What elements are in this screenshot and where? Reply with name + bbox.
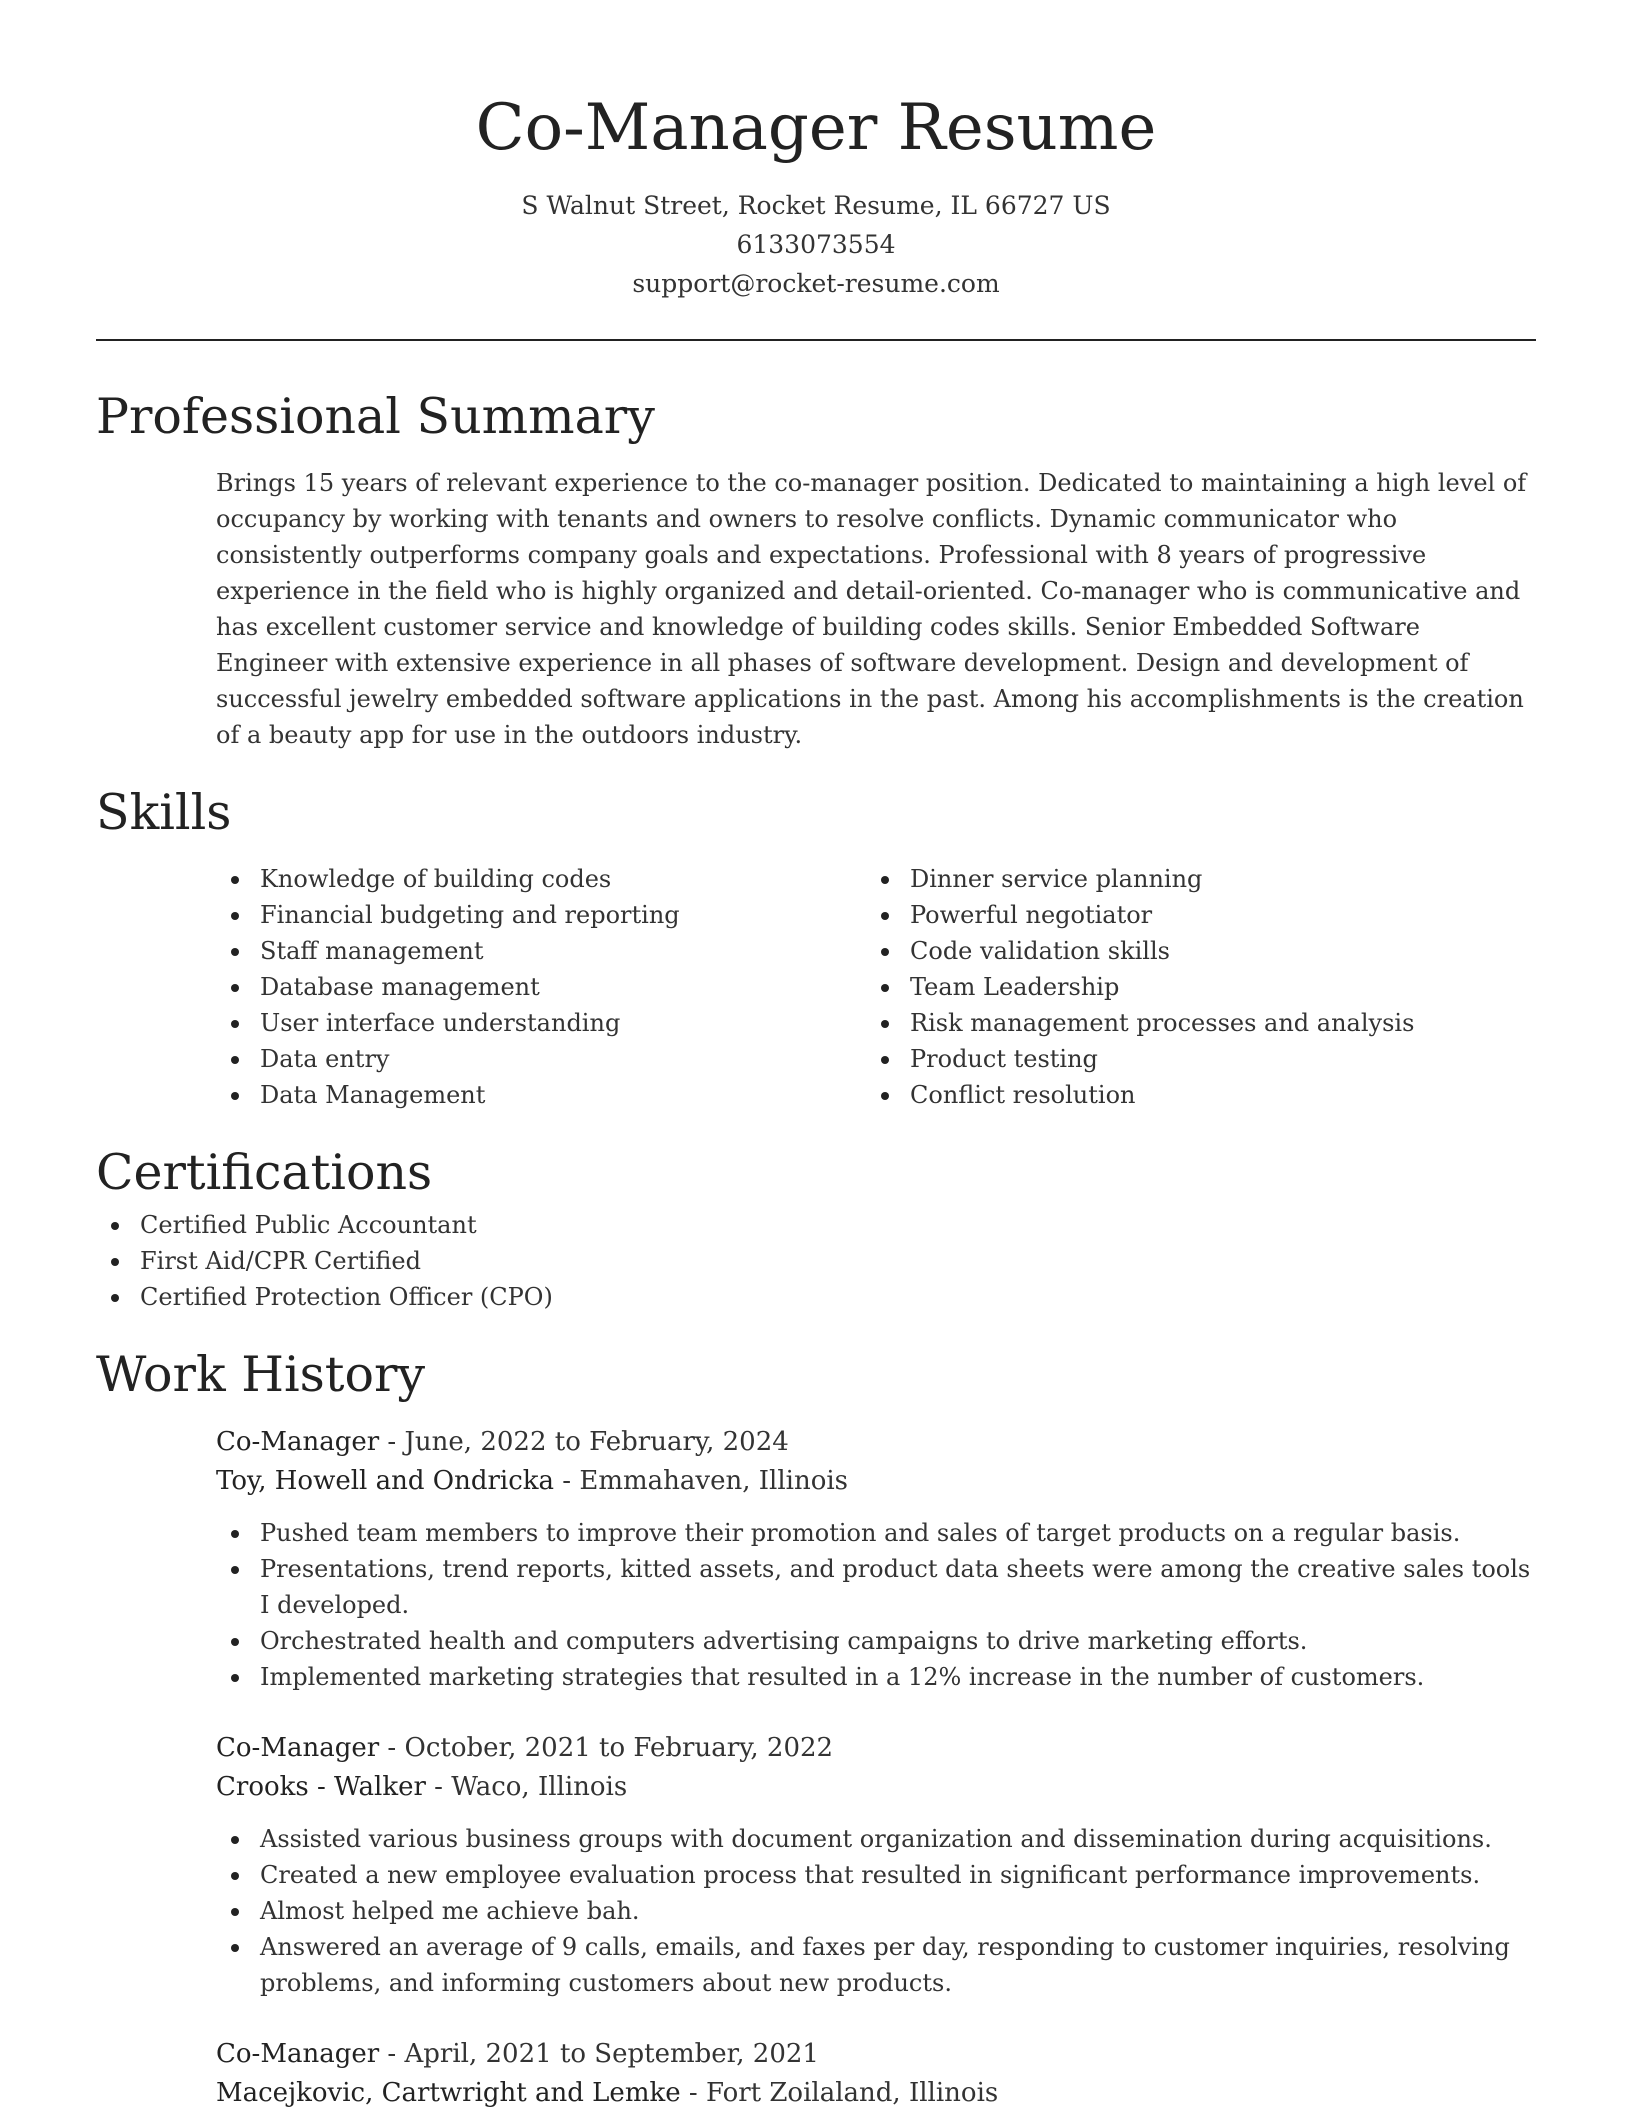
job-location: Emmahaven, Illinois	[579, 1466, 849, 1496]
job-title-line	[216, 2035, 1536, 2074]
summary-heading: Professional Summary	[96, 388, 655, 445]
list-item: Risk management processes and analysis	[866, 1005, 1516, 1041]
job-bullets	[216, 1515, 1536, 1695]
separator: -	[379, 2039, 405, 2069]
job-dates: April, 2021 to September, 2021	[404, 2039, 819, 2069]
job-title: Co-Manager	[216, 1733, 380, 1763]
certifications-section	[96, 1139, 1536, 1315]
resume-header	[96, 0, 1536, 303]
page-title: Co-Manager Resume	[475, 91, 1157, 165]
job-company: Macejkovic, Cartwright and Lemke	[216, 2078, 681, 2108]
skills-section	[96, 779, 1536, 1113]
job-company-line	[216, 1768, 1536, 1807]
address-text: S Walnut Street, Rocket Resume, IL 66727 US	[521, 191, 1111, 220]
job-entry	[216, 1423, 1536, 1695]
list-item: Team Leadership	[866, 969, 1516, 1005]
job-location: Waco, Illinois	[451, 1772, 628, 1802]
separator: -	[379, 1427, 405, 1457]
skills-grid	[216, 861, 1536, 1113]
job-entry	[216, 2035, 1536, 2113]
job-bullets	[216, 1821, 1536, 2001]
skills-column-right	[866, 861, 1516, 1113]
list-item: Created a new employee evaluation process that resulted in significant performance improvements.	[216, 1857, 1536, 1893]
list-item: Orchestrated health and computers advertising campaigns to drive marketing efforts.	[216, 1623, 1536, 1659]
email-text: support@rocket-resume.com	[632, 269, 1000, 298]
list-item: Code validation skills	[866, 933, 1516, 969]
list-item: Presentations, trend reports, kitted assets, and product data sheets were among the creative sales tools I developed.	[216, 1551, 1536, 1623]
job-entry	[216, 1729, 1536, 2001]
job-title-line	[216, 1729, 1536, 1768]
list-item: Certified Protection Officer (CPO)	[96, 1279, 1536, 1315]
list-item: Pushed team members to improve their promotion and sales of target products on a regular basis.	[216, 1515, 1536, 1551]
job-title: Co-Manager	[216, 2039, 380, 2069]
work-history-heading: Work History	[96, 1346, 426, 1403]
job-title-line	[216, 1423, 1536, 1462]
job-dates: June, 2022 to February, 2024	[404, 1427, 789, 1457]
job-location: Fort Zoilaland, Illinois	[705, 2078, 999, 2108]
contact-block	[96, 186, 1536, 303]
list-item: First Aid/CPR Certified	[96, 1243, 1536, 1279]
list-item: User interface understanding	[216, 1005, 866, 1041]
certifications-heading: Certifications	[96, 1144, 433, 1201]
list-item: Certified Public Accountant	[96, 1207, 1536, 1243]
certifications-list	[96, 1207, 1536, 1315]
list-item: Conflict resolution	[866, 1077, 1516, 1113]
list-item: Financial budgeting and reporting	[216, 897, 866, 933]
job-title: Co-Manager	[216, 1427, 380, 1457]
phone-text: 6133073554	[736, 230, 896, 259]
header-divider	[96, 339, 1536, 341]
job-company: Toy, Howell and Ondricka	[216, 1466, 555, 1496]
list-item: Answered an average of 9 calls, emails, and faxes per day, responding to customer inquiries, resolving problems, and informing customers about new products.	[216, 1929, 1536, 2001]
list-item: Dinner service planning	[866, 861, 1516, 897]
separator: -	[425, 1772, 452, 1802]
job-company: Crooks - Walker	[216, 1772, 426, 1802]
separator: -	[554, 1466, 580, 1496]
separator: -	[680, 2078, 706, 2108]
job-dates: October, 2021 to February, 2022	[404, 1733, 834, 1763]
list-item: Database management	[216, 969, 866, 1005]
skills-column-left	[216, 861, 866, 1113]
skills-list-right	[866, 861, 1516, 1113]
list-item: Product testing	[866, 1041, 1516, 1077]
summary-text: Brings 15 years of relevant experience to the co-manager position. Dedicated to maintaining a high level of occupancy by working with tenants and owners to resolve conflicts. Dynamic communicator who consistently outperforms company goals and expectations. Professional with 8 years of progressive experience in the field who is highly organized and detail-oriented. Co-manager who is communicative and has excellent customer service and knowledge of building codes skills. Senior Embedded Software Engineer with extensive experience in all phases of software development. Design and development of successful jewelry embedded software applications in the past. Among his accomplishments is the creation of a beauty app for use in the outdoors industry.	[216, 469, 1527, 749]
list-item: Data entry	[216, 1041, 866, 1077]
list-item: Powerful negotiator	[866, 897, 1516, 933]
separator: -	[379, 1733, 405, 1763]
job-company-line	[216, 2074, 1536, 2113]
list-item: Staff management	[216, 933, 866, 969]
list-item: Implemented marketing strategies that resulted in a 12% increase in the number of customers.	[216, 1659, 1536, 1695]
list-item: Knowledge of building codes	[216, 861, 866, 897]
list-item: Data Management	[216, 1077, 866, 1113]
list-item: Assisted various business groups with document organization and dissemination during acquisitions.	[216, 1821, 1536, 1857]
summary-section	[96, 383, 1536, 753]
skills-heading: Skills	[96, 784, 232, 841]
work-history-section	[96, 1341, 1536, 2113]
list-item: Almost helped me achieve bah.	[216, 1893, 1536, 1929]
resume-page	[96, 0, 1536, 2113]
job-company-line	[216, 1462, 1536, 1501]
skills-list-left	[216, 861, 866, 1113]
